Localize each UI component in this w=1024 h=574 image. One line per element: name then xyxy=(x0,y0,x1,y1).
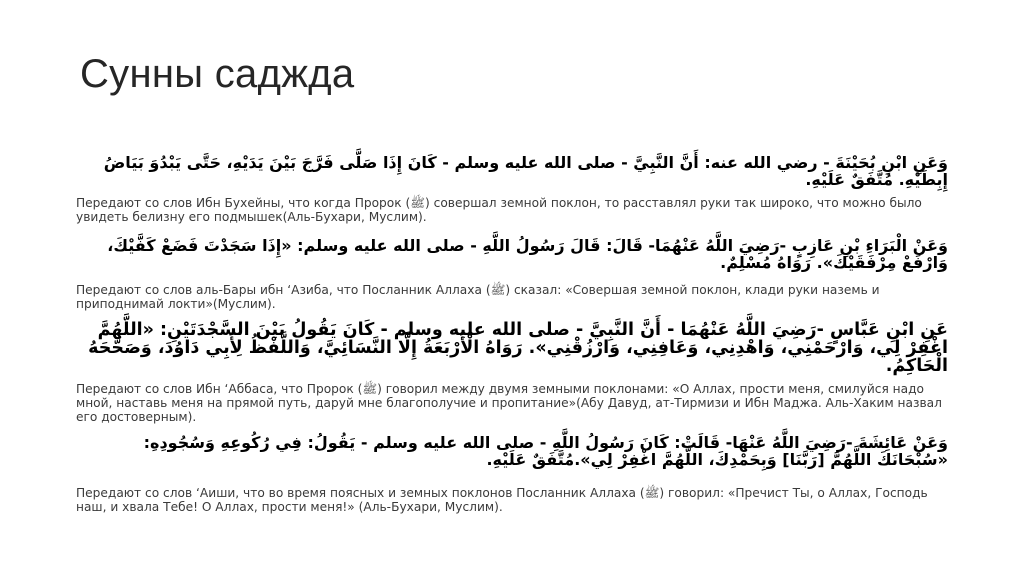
hadith-1-translation: Передают со слов Ибн Бухейны, что когда Пророк (ﷺ) совершал земной поклон, то расставлял руки так широко, что можно было увидеть белизну его подмышек(Аль-Бухари, Муслим). xyxy=(76,196,922,224)
hadith-4-arabic: وَعَنْ عَائِشَةَ -رَضِيَ اللَّهُ عَنْهَا- قَالَتْ: كَانَ رَسُولُ اللَّهِ - صلى الله عليه وسلم - يَقُولُ: فِي رُكُوعِهِ وَسُجُودِهِ: «سُبْحَانَكَ اللَّهُمَّ [رَبَّنَا] وَبِحَمْدِكَ، اللَّهُمَّ اغْفِرْ لِي».مُتَّفَقٌ عَلَيْهِ. xyxy=(143,433,948,469)
hadith-4-translation: Передают со слов ‘Аиши, что во время поясных и земных поклонов Посланник Аллаха (ﷺ) говорил: «Пречист Ты, о Аллах, Господь наш, и хвала Тебе! О Аллах, прости меня!» (Аль-Бухари, Муслим). xyxy=(76,486,928,514)
hadith-3-translation: Передают со слов Ибн ‘Аббаса, что Пророк (ﷺ) говорил между двумя земными поклонами: «О Аллах, прости меня, смилуйся надо мной, наставь меня на прямой путь, даруй мне благополучие и пропитание»(Абу Давуд, ат-Тирмизи и Ибн Маджа. Аль-Хаким назвал его достоверным). xyxy=(76,382,942,424)
slide-title: Сунны саджда xyxy=(80,52,355,96)
hadith-2-arabic: وَعَنْ الْبَرَاءِ بْنِ عَازِبٍ -رَضِيَ اللَّهُ عَنْهُمَا- قَالَ: قَالَ رَسُولُ اللَّهِ - صلى الله عليه وسلم: «إِذَا سَجَدْتَ فَضَعْ كَفَّيْكَ، وَارْفَعْ مِرْفَقَيْكَ». رَوَاهُ مُسْلِمٌ. xyxy=(107,236,948,272)
hadith-3-arabic: عَنِ ابْنِ عَبَّاسٍ -رَضِيَ اللَّهُ عَنْهُمَا - أَنَّ النَّبِيَّ - صلى الله عليه وسلم - كَانَ يَقُولُ بَيْنَ السَّجْدَتَيْنِ: «اللَّهُمَّ اغْفِرْ لِي، وَارْحَمْنِي، وَاهْدِنِي، وَعَافِنِي، وَارْزُقْنِي». رَوَاهُ الْأَرْبَعَةُ إِلَّا النَّسَائِيَّ، وَاللَّفْظُ لِأَبِي دَاوُدَ، وَصَحَّحَهُ الْحَاكِمُ. xyxy=(88,320,948,376)
slide-content xyxy=(76,146,948,514)
hadith-1-arabic: وَعَنِ ابْنِ بُحَيْنَةَ - رضي الله عنه: أَنَّ النَّبِيَّ - صلى الله عليه وسلم - كَانَ إِذَا صَلَّى فَرَّجَ بَيْنَ يَدَيْهِ، حَتَّى يَبْدُوَ بَيَاضُ إِبِطَيْهِ. مُتَّفَقٌ عَلَيْهِ. xyxy=(103,153,948,189)
hadith-2-translation: Передают со слов аль-Бары ибн ‘Азиба, что Посланник Аллаха (ﷺ) сказал: «Совершая земной поклон, клади руки наземь и приподнимай локти»(Муслим). xyxy=(76,283,880,311)
